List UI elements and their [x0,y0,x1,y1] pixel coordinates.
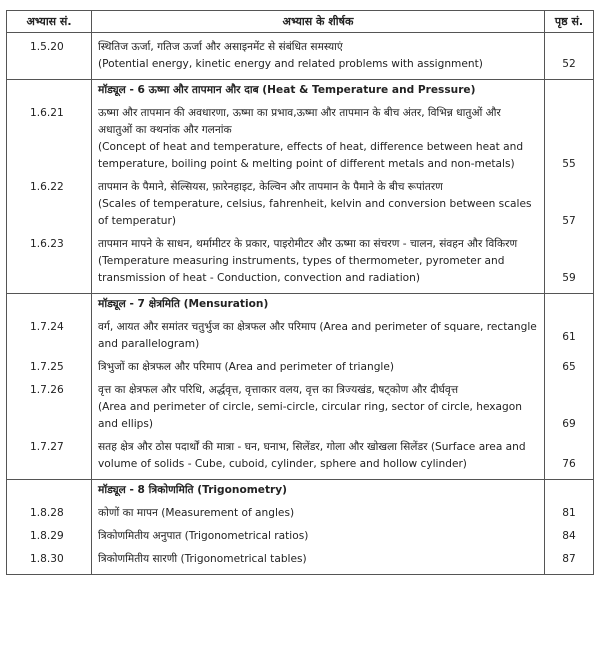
title-english: (Temperature measuring instruments, types of thermometer, pyrometer and transmission of heat - Conduction, convection and radiation) [98,255,505,284]
exercise-number: 1.6.23 [7,236,92,287]
title-english: (Concept of heat and temperature, effects of heat, difference between heat and temperature, boiling point & melting point of different metals and non-metals) [98,141,524,170]
table-row [7,382,594,433]
page-number: 84 [545,528,594,545]
title-hindi: सतह क्षेत्र और ठोस पदार्थों की मात्रा - घन, घनाभ, सिलेंडर, गोला और खोखला सिलेंडर (Surface area and volume of solids - Cube, cuboid, cylinder, sphere and hollow cylinder) [98,441,526,470]
page-number-cell [545,319,594,353]
exercise-number: 1.7.25 [7,359,92,376]
exercise-number: 1.5.20 [7,39,92,73]
title-english: (Scales of temperature, celsius, fahrenheit, kelvin and conversion between scales of temperatur) [98,198,532,227]
table-row [7,528,594,545]
page-number-cell [545,359,594,376]
table-row [7,39,594,73]
exercise-number: 1.6.22 [7,179,92,230]
page-number: 61 [562,331,576,343]
exercise-title: कोणों का मापन (Measurement of angles) [92,505,545,522]
exercise-number: 1.8.28 [7,505,92,522]
page-number-cell [545,39,594,73]
page-number: 87 [545,551,594,568]
page-number: 52 [562,58,576,70]
exercise-title [92,439,545,473]
page-number-cell [545,236,594,287]
page-number: 81 [545,505,594,522]
module-row [7,80,594,106]
table-row [7,359,594,376]
module-heading: मॉड्यूल - 8 त्रिकोणमिति (Trigonometry) [92,480,545,506]
page-number-cell [545,439,594,473]
exercise-number: 1.7.24 [7,319,92,353]
table-row [7,439,594,473]
title-hindi: तापमान के पैमाने, सेल्सियस, फ़ारेनहाइट, केल्विन और तापमान के पैमाने के बीच रूपांतरण [98,181,443,193]
page-number: 69 [562,418,576,430]
exercise-number: 1.8.29 [7,528,92,545]
table-row [7,105,594,173]
page-number-cell [545,105,594,173]
module-row [7,294,594,320]
title-hindi: स्थितिज ऊर्जा, गतिज ऊर्जा और असाइनमेंट से संबंधित समस्याएं [98,41,343,53]
table-row [7,551,594,568]
module-heading: मॉड्यूल - 6 ऊष्मा और तापमान और दाब (Heat & Temperature and Pressure) [92,80,545,106]
title-english: (Potential energy, kinetic energy and related problems with assignment) [98,58,483,70]
header-exercise-no: अभ्यास सं. [7,11,92,33]
page-number: 57 [562,215,576,227]
page-number: 76 [562,458,576,470]
exercise-number: 1.6.21 [7,105,92,173]
header-exercise-title: अभ्यास के शीर्षक [92,11,545,33]
header-row [7,11,594,33]
exercise-title: त्रिकोणमितीय अनुपात (Trigonometrical ratios) [92,528,545,545]
page-number-cell [545,382,594,433]
table-row [7,236,594,287]
exercise-number: 1.8.30 [7,551,92,568]
page-number: 55 [562,158,576,170]
exercise-title: त्रिकोणमितीय सारणी (Trigonometrical tables) [92,551,545,568]
table-row [7,505,594,522]
exercise-title [92,319,545,353]
contents-table [6,10,594,575]
title-english: (Area and perimeter of circle, semi-circle, circular ring, sector of circle, hexagon and ellips) [98,401,522,430]
exercise-number: 1.7.26 [7,382,92,433]
exercise-title [92,179,545,230]
header-page-no: पृष्ठ सं. [545,11,594,33]
exercise-title [92,105,545,173]
table-row [7,179,594,230]
title-hindi: वर्ग, आयत और समांतर चतुर्भुज का क्षेत्रफल और परिमाप (Area and perimeter of square, rectangle and parallelogram) [98,321,537,350]
page-number: 59 [562,272,576,284]
module-row [7,480,594,506]
page-number-cell [545,179,594,230]
title-hindi: वृत्त का क्षेत्रफल और परिधि, अर्द्धवृत्त, वृत्ताकार वलय, वृत्त का त्रिज्यखंड, षट्कोण और दीर्घवृत्त [98,384,459,396]
title-hindi: ऊष्मा और तापमान की अवधारणा, ऊष्मा का प्रभाव,ऊष्मा और तापमान के बीच अंतर, विभिन्न धातुओं और अधातुओं का क्थनांक और गलनांक [98,107,501,136]
table-row [7,319,594,353]
exercise-title [92,382,545,433]
exercise-number: 1.7.27 [7,439,92,473]
exercise-title [92,359,545,376]
title-hindi: त्रिभुजों का क्षेत्रफल और परिमाप (Area and perimeter of triangle) [98,361,395,373]
title-hindi: तापमान मापने के साधन, थर्मामीटर के प्रकार, पाइरोमीटर और ऊष्मा का संचरण - चालन, संवहन और विकिरण [98,238,518,250]
exercise-title [92,39,545,73]
exercise-title [92,236,545,287]
module-heading: मॉड्यूल - 7 क्षेत्रमिति (Mensuration) [92,294,545,320]
page-number: 65 [562,361,576,373]
